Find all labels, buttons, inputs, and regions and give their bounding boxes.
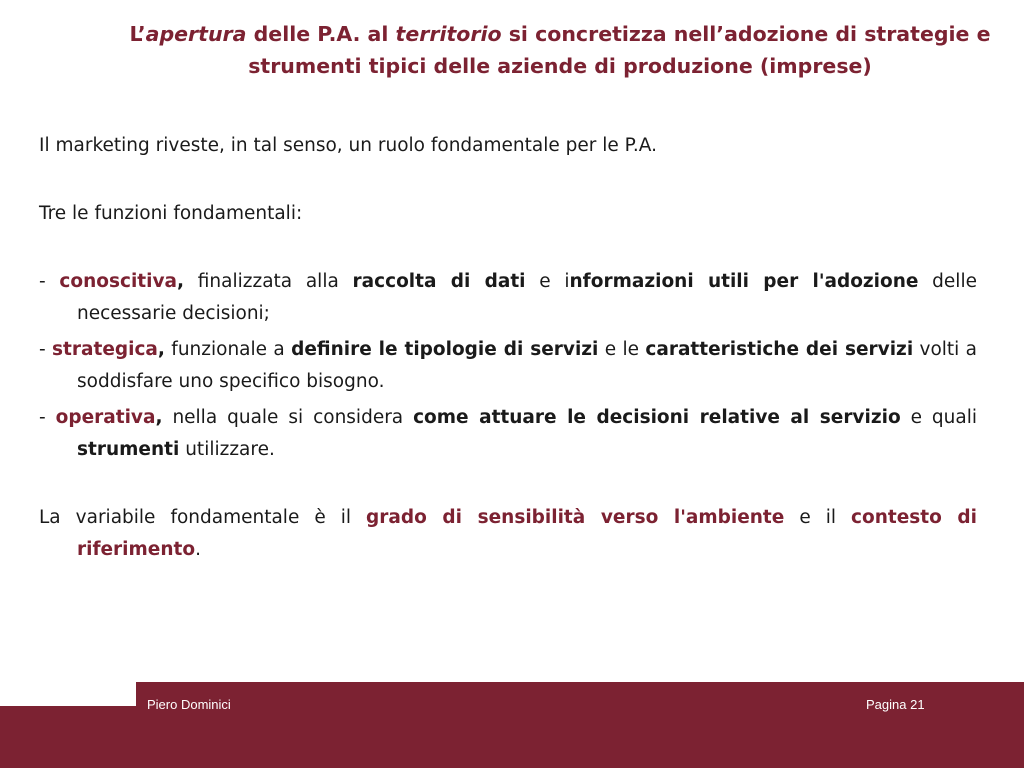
footer-page-number: Pagina 21 <box>866 697 925 712</box>
term-comma: , <box>155 407 163 428</box>
footer-notch <box>0 682 136 706</box>
term-comma: , <box>177 271 185 292</box>
function-term: conoscitiva <box>59 271 178 292</box>
footer-band <box>0 682 1024 768</box>
item-bold-text: come attuare le decisioni relative al servizio <box>413 407 901 428</box>
conclusion-accent: grado di sensibilità verso l'ambiente <box>366 507 785 528</box>
item-text: nella quale si considera <box>162 407 414 428</box>
item-text: e le <box>598 339 646 360</box>
item-bold-text: caratteristiche dei servizi <box>645 339 914 360</box>
title-part: si concretizza nell’adozione di strategie e strumenti tipici delle aziende di produzione (imprese) <box>248 22 991 78</box>
item-text: e i <box>525 271 570 292</box>
item-bold-text: raccolta di dati <box>352 271 526 292</box>
item-text: volti a soddisfare uno specifico bisogno. <box>77 339 978 392</box>
list-item-strategica <box>39 334 977 398</box>
function-term: strategica <box>52 339 158 360</box>
conclusion-text: La variabile fondamentale è il <box>39 507 367 528</box>
footer-author: Piero Dominici <box>147 697 231 712</box>
conclusion-paragraph <box>39 502 977 566</box>
title-part: L’ <box>129 22 146 46</box>
item-bold-text: nformazioni utili per l'adozione <box>569 271 919 292</box>
item-text: finalizzata alla <box>184 271 353 292</box>
slide-title <box>120 18 1000 82</box>
title-part: delle P.A. al <box>246 22 396 46</box>
list-item-conoscitiva <box>39 266 977 330</box>
functions-heading: Tre le funzioni fondamentali: <box>39 203 303 224</box>
conclusion-text: e il <box>784 507 852 528</box>
intro-paragraph: Il marketing riveste, in tal senso, un ruolo fondamentale per le P.A. <box>39 135 658 156</box>
bullet-dash: - <box>39 271 60 292</box>
title-italic-territorio: territorio <box>395 22 502 46</box>
item-bold-text: definire le tipologie di servizi <box>291 339 599 360</box>
item-text: delle necessarie decisioni; <box>77 271 977 324</box>
item-text: funzionale a <box>164 339 292 360</box>
list-item-operativa <box>39 402 977 466</box>
item-text: utilizzare. <box>179 439 275 460</box>
item-bold-text: strumenti <box>77 439 180 460</box>
slide-body <box>39 130 977 566</box>
function-term: operativa <box>55 407 156 428</box>
bullet-dash: - <box>39 339 53 360</box>
term-comma: , <box>157 339 165 360</box>
bullet-dash: - <box>39 407 56 428</box>
item-text: e quali <box>900 407 978 428</box>
title-italic-apertura: apertura <box>145 22 247 46</box>
conclusion-accent: contesto di riferimento <box>77 507 978 560</box>
conclusion-text: . <box>195 539 201 560</box>
